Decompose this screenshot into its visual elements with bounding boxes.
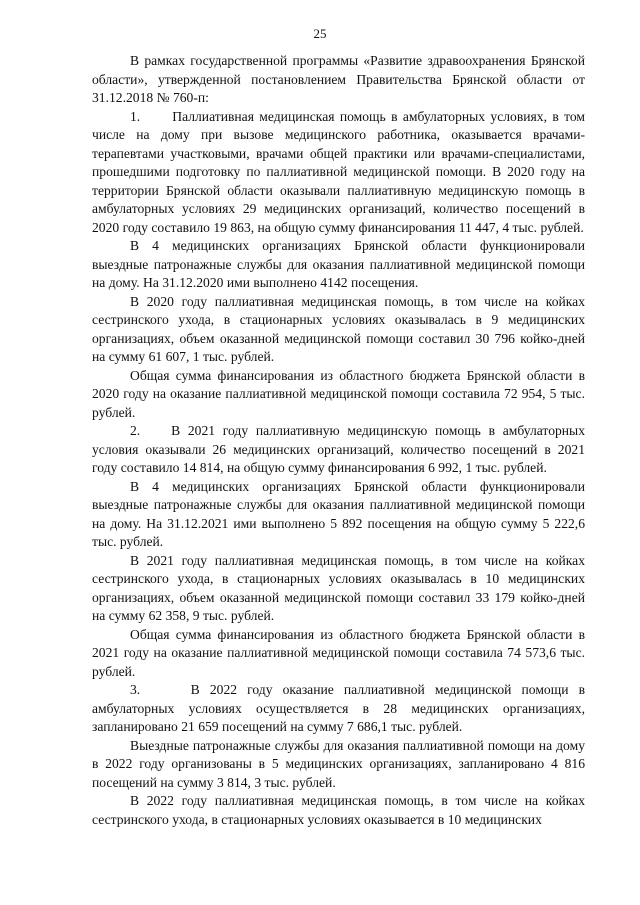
document-body bbox=[92, 52, 585, 829]
paragraph: Выездные патронажные службы для оказания паллиативной помощи на дому в 2022 году организованы в 5 медицинских организациях, запланировано 4 816 посещений на сумму 3 814, 3 тыс. рублей. bbox=[92, 737, 585, 790]
paragraph: В 2022 году паллиативная медицинская помощь, в том числе на койках сестринского ухода, в стационарных условиях оказывается в 10 медицинских bbox=[92, 793, 585, 827]
paragraph: Общая сумма финансирования из областного бюджета Брянской области в 2020 году на оказание паллиативной медицинской помощи составила 72 954, 5 тыс. рублей. bbox=[92, 367, 585, 420]
paragraph: В 4 медицинских организациях Брянской области функционировали выездные патронажные службы для оказания паллиативной медицинской помощи на дому. На 31.12.2020 ими выполнено 4142 посещения. bbox=[92, 238, 585, 290]
paragraph: 3. В 2022 году оказание паллиативной медицинской помощи в амбулаторных условиях осуществляется в 28 медицинских организациях, запланировано 21 659 посещений на сумму 7 686,1 тыс. рублей. bbox=[92, 682, 585, 734]
paragraph: В 2020 году паллиативная медицинская помощь, в том числе на койках сестринского ухода, в стационарных условиях оказывалась в 9 медицинских организациях, объем оказанной медицинской помощи составил 30 796 койко-дней на сумму 61 607, 1 тыс. рублей. bbox=[92, 293, 585, 364]
paragraph: В 2021 году паллиативная медицинская помощь, в том числе на койках сестринского ухода, в стационарных условиях оказывалась в 10 медицинских организациях, объем оказанной медицинской помощи составил 33 179 койко-дней на сумму 62 358, 9 тыс. рублей. bbox=[92, 552, 585, 623]
paragraph: 2. В 2021 году паллиативную медицинскую помощь в амбулаторных условия оказывали 26 медицинских организаций, количество посещений в 2021 году составило 14 814, на общую сумму финансирования 6 992, 1 тыс. рублей. bbox=[92, 423, 585, 475]
paragraph: 1. Паллиативная медицинская помощь в амбулаторных условиях, в том числе на дому при вызове медицинского работника, оказывается врачами-терапевтами участковыми, врачами общей практики или врачами-специалистами, прошедшими подготовку по паллиативной медицинской помощи. В 2020 году на территории Брянской области оказывали паллиативную медицинскую помощь в амбулаторных условиях 29 медицинских организаций, количество посещений в 2020 году составило 19 863, на общую сумму финансирования 11 447, 4 тыс. рублей. bbox=[92, 108, 585, 235]
paragraph: В 4 медицинских организациях Брянской области функционировали выездные патронажные службы для оказания паллиативной медицинской помощи на дому. На 31.12.2021 ими выполнено 5 892 посещения на общую сумму 5 222,6 тыс. рублей. bbox=[92, 478, 585, 549]
paragraph: Общая сумма финансирования из областного бюджета Брянской области в 2021 году на оказание паллиативной медицинской помощи составила 74 573,6 тыс. рублей. bbox=[92, 626, 585, 679]
paragraph: В рамках государственной программы «Развитие здравоохранения Брянской области», утвержденной постановлением Правительства Брянской области от 31.12.2018 № 760-п: bbox=[92, 53, 585, 105]
page-number: 25 bbox=[313, 26, 327, 41]
